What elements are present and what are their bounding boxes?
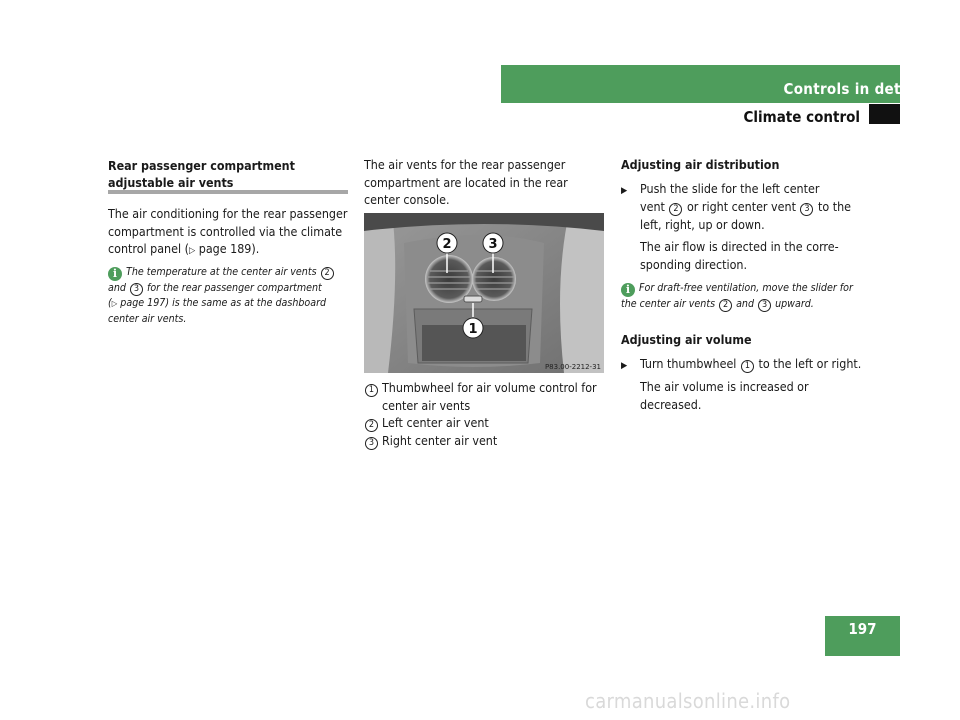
legend-item xyxy=(364,414,610,432)
text-span: upward. xyxy=(772,298,814,310)
text-line: left, right, up or down. xyxy=(640,216,765,232)
bullet-arrow-icon: ▶ xyxy=(621,186,628,196)
header-marker xyxy=(869,104,900,124)
text-line: The air flow is directed in the corre- xyxy=(640,239,839,254)
callout-label-3: 3 xyxy=(488,237,498,252)
text-span: to the xyxy=(814,198,852,214)
text-span: for the rear passenger compartment xyxy=(143,282,322,294)
legend-number-1: 1 xyxy=(365,384,378,397)
text-line: compartment are located in the rear xyxy=(364,174,568,190)
page-number: 197 xyxy=(848,620,877,638)
photo-legend xyxy=(364,379,610,450)
header-topic-title: Climate control xyxy=(743,108,860,126)
text-line: center console. xyxy=(364,192,450,208)
section-heading-line: adjustable air vents xyxy=(108,175,234,191)
text-span: and xyxy=(108,282,129,294)
seat-right xyxy=(560,213,604,373)
text-line: The air vents for the rear passenger xyxy=(364,157,566,172)
callout-number-1: 1 xyxy=(741,360,754,373)
text-span: the center air vents xyxy=(621,298,719,310)
text-span: Turn thumbwheel xyxy=(640,356,740,371)
result-air-distribution xyxy=(640,238,860,273)
text-line: compartment is controlled via the climate xyxy=(108,223,343,239)
text-span: ( xyxy=(108,297,112,310)
page-ref-link[interactable]: page 197) is the same as at the dashboard xyxy=(117,297,327,310)
thumbwheel xyxy=(464,296,482,302)
text-span: The temperature at the center air vents xyxy=(126,266,320,278)
intro-paragraph xyxy=(108,205,352,261)
text-line: The air conditioning for the rear passenger xyxy=(108,206,348,221)
legend-item xyxy=(364,432,610,450)
callout-number-2: 2 xyxy=(321,267,334,280)
photo-id: P83.00-2212-31 xyxy=(544,363,601,371)
info-note xyxy=(108,265,348,327)
right-center-vent xyxy=(472,257,516,301)
legend-text: Left center air vent xyxy=(382,415,489,431)
legend-item xyxy=(364,379,610,414)
legend-text: Right center air vent xyxy=(382,433,498,449)
callout-label-1: 1 xyxy=(468,322,478,337)
vent-location-paragraph xyxy=(364,156,604,209)
text-line: The air volume is increased or xyxy=(640,379,809,394)
text-line: Push the slide for the left center xyxy=(640,181,820,196)
page-ref-link[interactable]: page 189). xyxy=(195,241,260,257)
section-heading xyxy=(108,157,348,192)
heading-air-distribution: Adjusting air distribution xyxy=(621,157,780,172)
text-line: sponding direction. xyxy=(640,256,747,272)
text-span: For draft-free ventilation, move the slider for xyxy=(639,282,853,294)
callout-number-3: 3 xyxy=(800,203,813,216)
callout-number-3: 3 xyxy=(758,299,771,312)
callout-number-2: 2 xyxy=(669,203,682,216)
callout-number-2: 2 xyxy=(719,299,732,312)
legend-number-3: 3 xyxy=(365,437,378,450)
text-line xyxy=(640,355,861,376)
text-line xyxy=(108,240,352,261)
heading-rule xyxy=(108,190,348,194)
bullet-arrow-icon: ▶ xyxy=(621,361,628,371)
callout-number-3: 3 xyxy=(130,283,143,296)
heading-air-volume: Adjusting air volume xyxy=(621,332,752,347)
text-line xyxy=(640,198,851,216)
watermark: carmanualsonline.info xyxy=(585,689,791,713)
section-heading-line: Rear passenger compartment xyxy=(108,158,295,173)
legend-text: Thumbwheel for air volume control for xyxy=(382,380,597,395)
callout-label-2: 2 xyxy=(442,237,452,252)
legend-number-2: 2 xyxy=(365,419,378,432)
info-note-draft-free xyxy=(621,281,866,312)
seat-left xyxy=(364,213,395,373)
step-air-distribution xyxy=(621,180,866,233)
result-air-volume xyxy=(640,378,860,413)
page-ref-arrow-icon: ▷ xyxy=(188,246,196,257)
rear-console-vents-photo xyxy=(364,213,604,373)
text-span: to the left or right. xyxy=(754,356,862,371)
legend-text: center air vents xyxy=(382,397,471,413)
header-section-title: Controls in detail xyxy=(783,80,920,98)
step-air-volume xyxy=(621,355,866,376)
text-line: decreased. xyxy=(640,396,702,412)
text-span: and xyxy=(733,298,758,310)
text-span: or right center vent xyxy=(683,198,800,214)
text-line: center air vents. xyxy=(108,312,187,325)
info-icon: i xyxy=(621,283,635,297)
text-span: control panel ( xyxy=(108,241,189,257)
page-ref-arrow-icon: ▷ xyxy=(111,299,118,309)
text-span: vent xyxy=(640,198,669,214)
info-icon: i xyxy=(108,267,122,281)
